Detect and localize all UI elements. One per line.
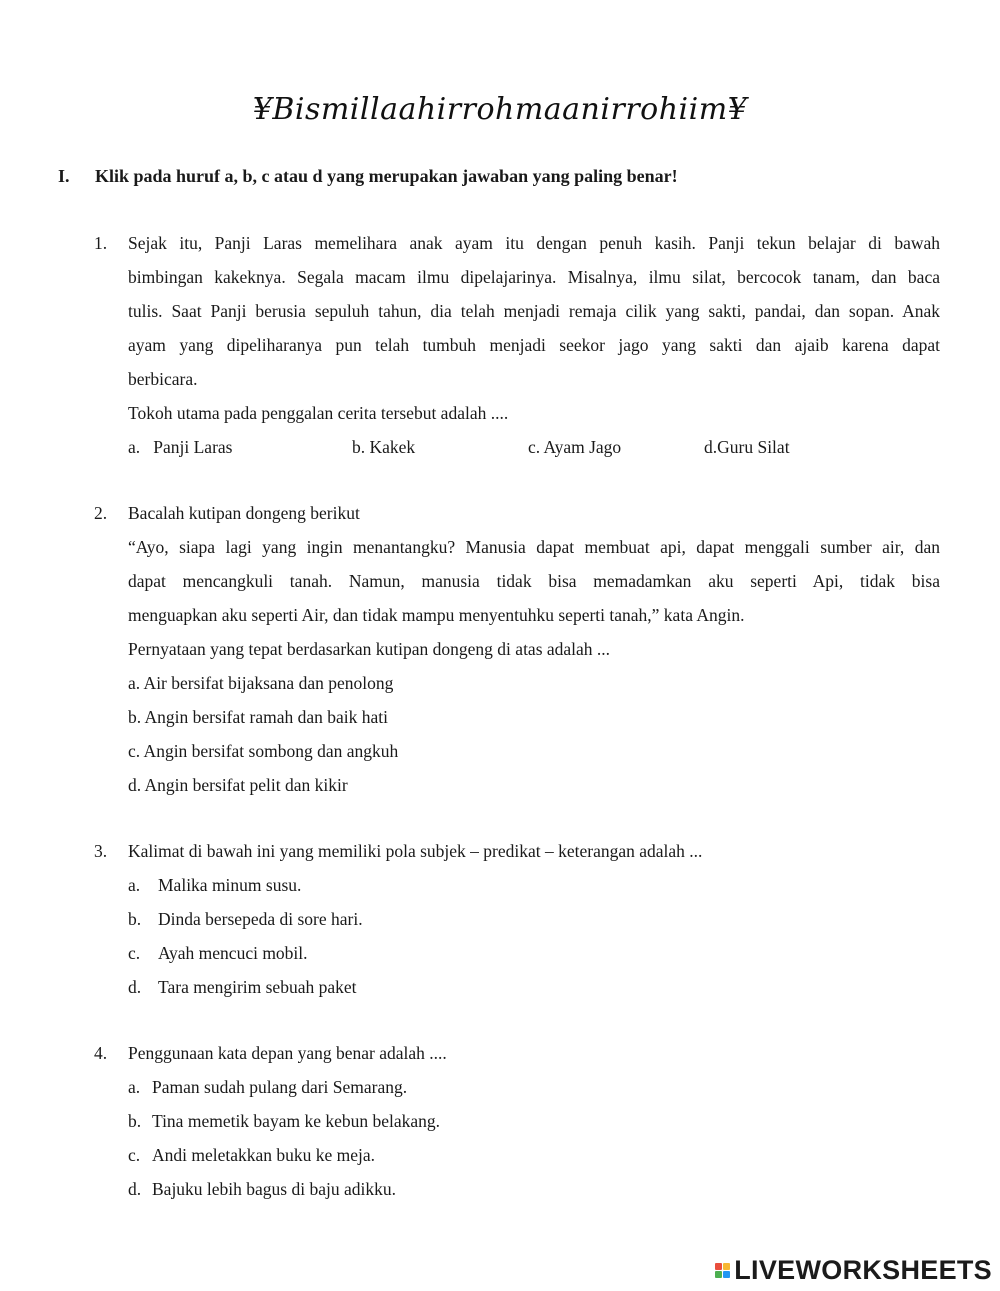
question-prompt: Kalimat di bawah ini yang memiliki pola subjek – predikat – keterangan adalah ...: [128, 841, 703, 861]
option-d[interactable]: [128, 970, 940, 1004]
question-prompt: Pernyataan yang tepat berdasarkan kutipan dongeng di atas adalah ...: [128, 639, 611, 659]
passage-line: ayam yang dipeliharanya pun telah tumbuh menjadi seekor jago yang sakti dan ajaib karena dapat: [128, 335, 940, 355]
liveworksheets-logo: [715, 1255, 992, 1285]
option-text: Malika minum susu.: [158, 875, 302, 895]
option-c[interactable]: c. Ayam Jago: [528, 437, 622, 457]
option-text: Bajuku lebih bagus di baju adikku.: [152, 1179, 396, 1199]
passage-line: dapat mencangkuli tanah. Namun, manusia tidak bisa memadamkan aku seperti Api, tidak bisa: [128, 571, 940, 591]
question-prompt: Tokoh utama pada penggalan cerita tersebut adalah ....: [128, 403, 509, 423]
question-2: [94, 496, 940, 802]
option-letter: b.: [128, 909, 142, 929]
option-letter: b.: [128, 1111, 142, 1131]
option-a[interactable]: [128, 1070, 940, 1104]
option-letter: c.: [128, 943, 141, 963]
passage-line: “Ayo, siapa lagi yang ingin menantangku? Manusia dapat membuat api, dapat menggali sumber air, dan: [128, 537, 940, 557]
option-a[interactable]: a. Air bersifat bijaksana dan penolong: [128, 673, 394, 693]
question-prompt: Penggunaan kata depan yang benar adalah ....: [128, 1043, 447, 1063]
option-text: Paman sudah pulang dari Semarang.: [152, 1077, 408, 1097]
passage-line: tulis. Saat Panji berusia sepuluh tahun, dia telah menjadi remaja cilik yang sakti, pandai, dan sopan. Anak: [128, 301, 940, 321]
logo-tile: [723, 1263, 730, 1270]
option-c[interactable]: [128, 936, 940, 970]
option-d[interactable]: d.Guru Silat: [704, 437, 790, 457]
question-number: 2.: [94, 503, 108, 523]
option-letter: d.: [128, 1179, 142, 1199]
passage-line: Sejak itu, Panji Laras memelihara anak ayam itu dengan penuh kasih. Panji tekun belajar di bawah: [128, 233, 940, 253]
option-a[interactable]: [128, 868, 940, 902]
logo-icon: [715, 1263, 730, 1278]
instruction-number: I.: [58, 166, 70, 186]
passage-line: berbicara.: [128, 369, 198, 389]
option-c[interactable]: c. Angin bersifat sombong dan angkuh: [128, 741, 399, 761]
option-b[interactable]: b. Kakek: [352, 437, 416, 457]
option-text: Tina memetik bayam ke kebun belakang.: [152, 1111, 441, 1131]
option-letter: a.: [128, 875, 141, 895]
option-c[interactable]: [128, 1138, 940, 1172]
question-number: 4.: [94, 1043, 108, 1063]
option-letter: c.: [128, 1145, 141, 1165]
options-row: [128, 430, 940, 464]
question-heading: Bacalah kutipan dongeng berikut: [128, 503, 360, 523]
logo-tile: [715, 1263, 722, 1270]
question-4: [94, 1036, 940, 1206]
page-title: ¥Bismillaahirrohmaanirrohiim¥: [252, 92, 748, 127]
option-letter: d.: [128, 977, 142, 997]
logo-tile: [723, 1271, 730, 1278]
option-d[interactable]: [128, 1172, 940, 1206]
option-b[interactable]: b. Angin bersifat ramah dan baik hati: [128, 707, 388, 727]
option-text: Ayah mencuci mobil.: [158, 943, 308, 963]
logo-tile: [715, 1271, 722, 1278]
question-3: [94, 834, 940, 1004]
option-text: Dinda bersepeda di sore hari.: [158, 909, 363, 929]
question-1: [94, 226, 940, 464]
question-number: 3.: [94, 841, 108, 861]
option-letter: a.: [128, 1077, 141, 1097]
option-d[interactable]: d. Angin bersifat pelit dan kikir: [128, 775, 348, 795]
logo-text: LIVEWORKSHEETS: [734, 1254, 992, 1285]
instruction-text: Klik pada huruf a, b, c atau d yang merupakan jawaban yang paling benar!: [95, 166, 678, 186]
question-number: 1.: [94, 233, 108, 253]
passage-line: menguapkan aku seperti Air, dan tidak mampu menyentuhku seperti tanah,” kata Angin.: [128, 605, 745, 625]
option-a[interactable]: a. Panji Laras: [128, 437, 233, 457]
instruction: [58, 166, 678, 187]
passage-line: bimbingan kakeknya. Segala macam ilmu dipelajarinya. Misalnya, ilmu silat, bercocok tanam, dan baca: [128, 267, 940, 287]
option-b[interactable]: [128, 1104, 940, 1138]
option-text: Tara mengirim sebuah paket: [158, 977, 357, 997]
option-b[interactable]: [128, 902, 940, 936]
option-text: Andi meletakkan buku ke meja.: [152, 1145, 376, 1165]
